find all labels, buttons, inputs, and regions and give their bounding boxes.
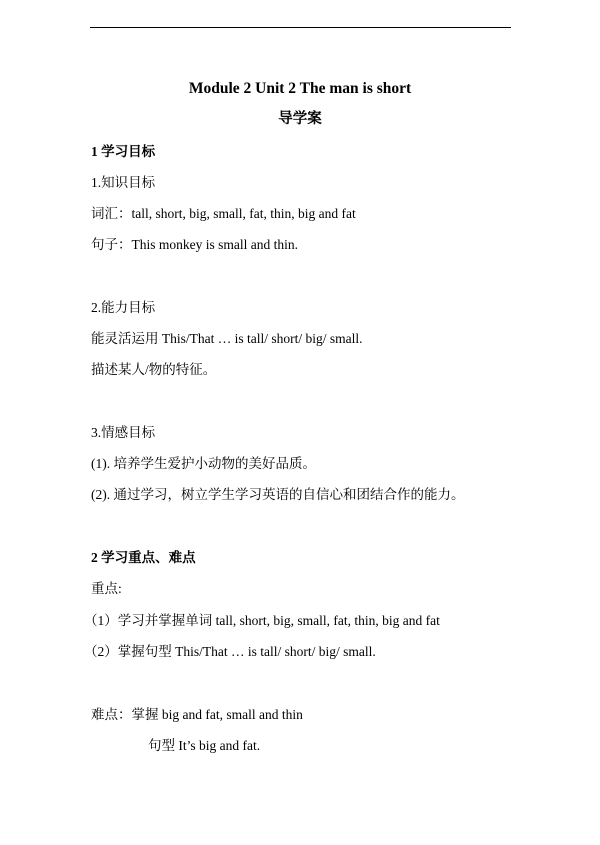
- focus-item-1: （1）学习并掌握单词 tall, short, big, small, fat, thin, big and fat: [84, 613, 440, 628]
- keypoints-heading: 2 学习重点、难点: [91, 550, 196, 565]
- knowledge-heading: 1.知识目标: [91, 175, 156, 190]
- ability-line-1: 能灵活运用 This/That … is tall/ short/ big/ small.: [91, 331, 363, 346]
- document-title: Module 2 Unit 2 The man is short: [188, 80, 412, 97]
- emotion-heading: 3.情感目标: [91, 425, 156, 440]
- ability-heading: 2.能力目标: [91, 300, 156, 315]
- emotion-line-1: (1). 培养学生爱护小动物的美好品质。: [91, 456, 316, 471]
- ability-line-2: 描述某人/物的特征。: [91, 362, 217, 377]
- document-subtitle: 导学案: [278, 111, 322, 127]
- emotion-line-2: (2). 通过学习，树立学生学习英语的自信心和团结合作的能力。: [91, 487, 465, 502]
- difficulty-line-2: 句型 It’s big and fat.: [148, 738, 261, 753]
- difficulty-line-1: 难点：掌握 big and fat, small and thin: [91, 707, 303, 722]
- goals-heading: 1 学习目标: [91, 144, 156, 159]
- focus-item-2: （2）掌握句型 This/That … is tall/ short/ big/ small.: [84, 644, 376, 659]
- header-rule: [90, 27, 511, 28]
- vocab-line: 词汇：tall, short, big, small, fat, thin, big and fat: [91, 206, 356, 221]
- focus-label: 重点:: [91, 581, 122, 596]
- sentence-line: 句子：This monkey is small and thin.: [91, 237, 298, 252]
